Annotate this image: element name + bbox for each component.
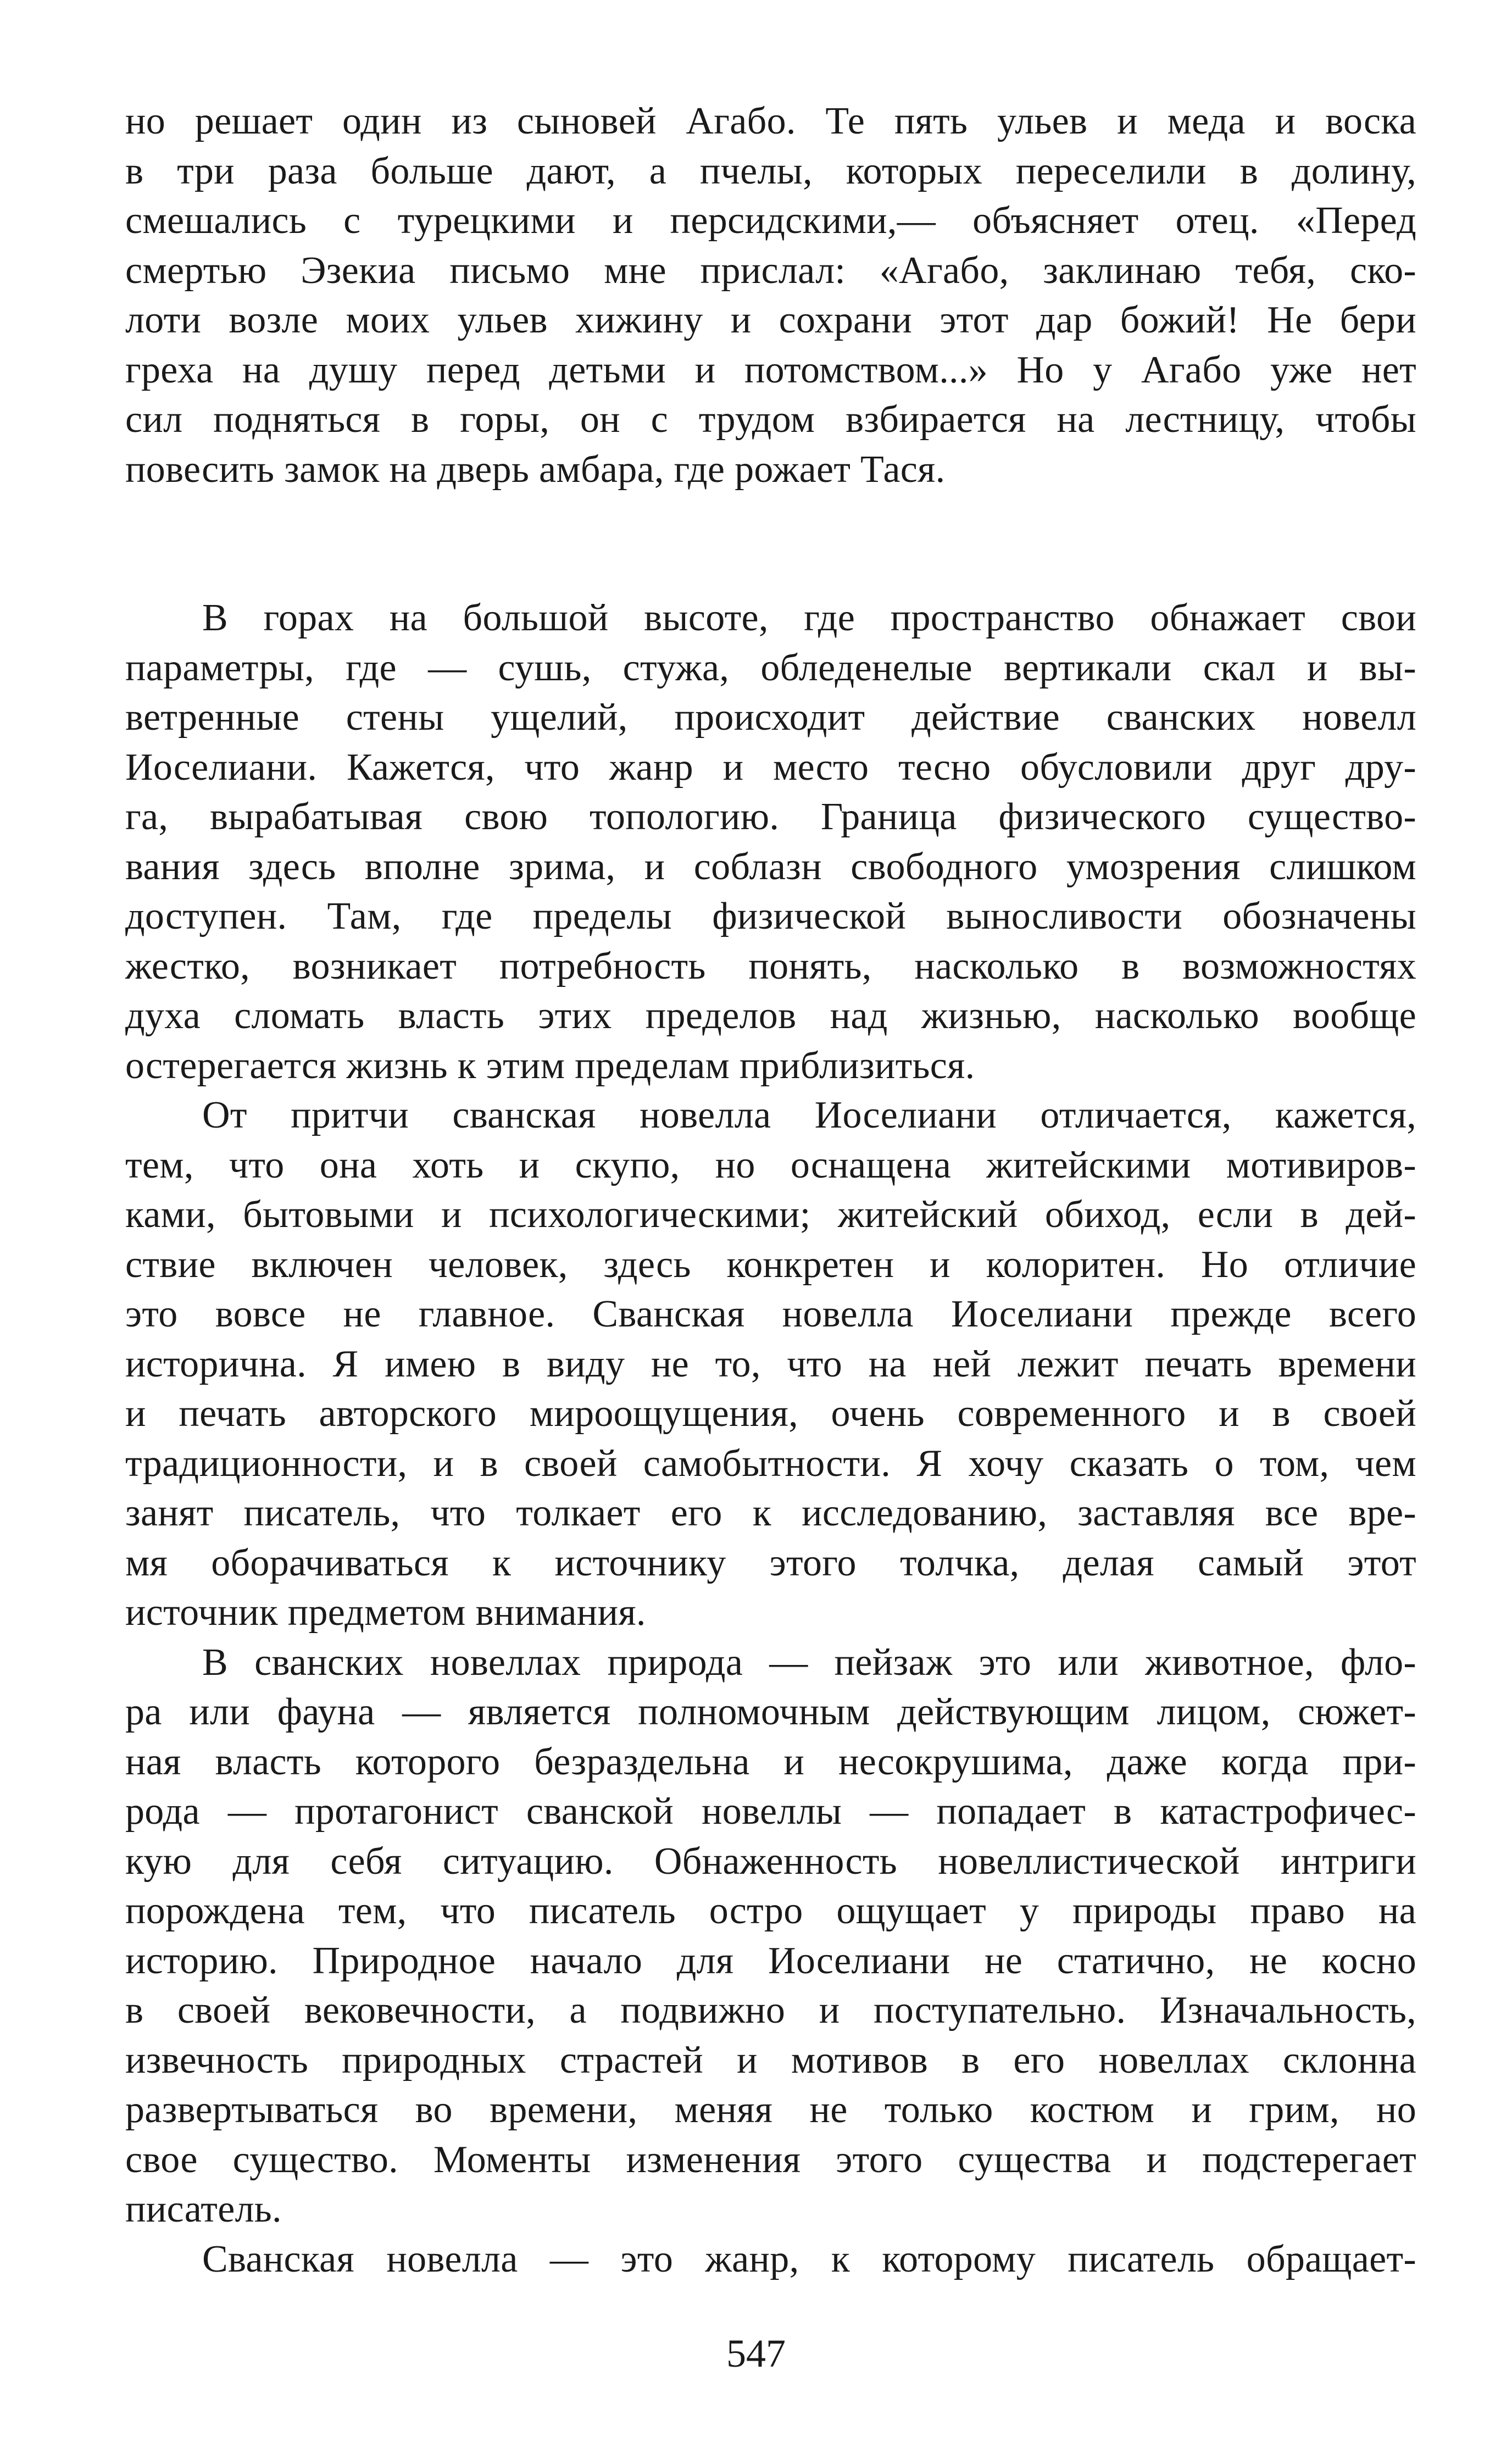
text-line: в три раза больше дают, а пчелы, которых переселили в долину,: [125, 149, 1416, 192]
paragraph-continuation: [125, 97, 1416, 495]
paragraph-2: [125, 1091, 1416, 1638]
text-line: традиционности, и в своей самобытности. Я хочу сказать о том, чем: [125, 1442, 1416, 1485]
text-line: повесить замок на дверь амбара, где рожает Тася.: [125, 448, 946, 491]
text-line: историю. Природное начало для Иоселиани не статично, не косно: [125, 1939, 1416, 1982]
text-line: В горах на большой высоте, где пространство обнажает свои: [202, 597, 1416, 639]
text-line: остерегается жизнь к этим пределам приблизиться.: [125, 1044, 975, 1087]
page-number: 547: [726, 2331, 786, 2375]
text-line: писатель.: [125, 2188, 282, 2230]
text-line: смешались с турецкими и персидскими,— объясняет отец. «Перед: [125, 199, 1416, 242]
text-line: параметры, где — сушь, стужа, обледенелые вертикали скал и вы-: [125, 646, 1416, 689]
text-line: исторична. Я имею в виду не то, что на ней лежит печать времени: [125, 1342, 1416, 1385]
text-line: это вовсе не главное. Сванская новелла Иоселиани прежде всего: [125, 1293, 1416, 1335]
text-line: кую для себя ситуацию. Обнаженность новеллистической интриги: [125, 1840, 1416, 1883]
text-line: ветренные стены ущелий, происходит действие сванских новелл: [125, 696, 1416, 739]
essay-section: [125, 593, 1416, 2284]
text-line: ками, бытовыми и психологическими; житейский обиход, если в дей-: [125, 1193, 1416, 1236]
text-line: рода — протагонист сванской новеллы — попадает в катастрофичес-: [125, 1790, 1416, 1833]
text-line: вания здесь вполне зрима, и соблазн свободного умозрения слишком: [125, 845, 1416, 888]
text-line: ра или фауна — является полномочным действующим лицом, сюжет-: [125, 1691, 1416, 1733]
text-line: развертываться во времени, меняя не только костюм и грим, но: [125, 2089, 1416, 2131]
text-line: греха на душу перед детьми и потомством...» Но у Агабо уже нет: [125, 348, 1416, 391]
paragraph-4: [125, 2235, 1416, 2285]
text-line: лоти возле моих ульев хижину и сохрани этот дар божий! Не бери: [125, 299, 1416, 341]
paragraph-1: [125, 593, 1416, 1091]
text-line: порождена тем, что писатель остро ощущает у природы право на: [125, 1890, 1416, 1932]
text-line: занят писатель, что толкает его к исследованию, заставляя все вре-: [125, 1492, 1416, 1534]
text-line: тем, что она хоть и скупо, но оснащена житейскими мотивиров-: [125, 1143, 1416, 1186]
text-line: От притчи сванская новелла Иоселиани отличается, кажется,: [202, 1094, 1416, 1136]
text-line: Сванская новелла — это жанр, к которому писатель обращает-: [202, 2238, 1416, 2280]
paragraph-3: [125, 1638, 1416, 2235]
text-line: доступен. Там, где пределы физической выносливости обозначены: [125, 895, 1416, 937]
text-line: мя оборачиваться к источнику этого толчка, делая самый этот: [125, 1541, 1416, 1584]
text-line: извечность природных страстей и мотивов в его новеллах склонна: [125, 2039, 1416, 2081]
text-line: но решает один из сыновей Агабо. Те пять ульев и меда и воска: [125, 100, 1416, 142]
text-line: жестко, возникает потребность понять, насколько в возможностях: [125, 945, 1416, 987]
text-line: Иоселиани. Кажется, что жанр и место тесно обусловили друг дру-: [125, 746, 1416, 789]
text-line: сил подняться в горы, он с трудом взбирается на лестницу, чтобы: [125, 398, 1416, 441]
text-line: ствие включен человек, здесь конкретен и колоритен. Но отличие: [125, 1243, 1416, 1286]
text-line: духа сломать власть этих пределов над жизнью, насколько вообще: [125, 995, 1416, 1037]
text-line: смертью Эзекиа письмо мне прислал: «Агабо, заклинаю тебя, ско-: [125, 249, 1416, 292]
text-line: источник предметом внимания.: [125, 1591, 646, 1634]
text-line: свое существо. Моменты изменения этого существа и подстерегает: [125, 2138, 1416, 2181]
text-line: ная власть которого безраздельна и несокрушима, даже когда при-: [125, 1740, 1416, 1783]
text-line: га, вырабатывая свою топологию. Граница физического существо-: [125, 796, 1416, 838]
text-line: и печать авторского мироощущения, очень современного и в своей: [125, 1392, 1416, 1435]
text-line: В сванских новеллах природа — пейзаж это или животное, фло-: [202, 1641, 1416, 1684]
text-line: в своей вековечности, а подвижно и поступательно. Изначальность,: [125, 1989, 1416, 2031]
